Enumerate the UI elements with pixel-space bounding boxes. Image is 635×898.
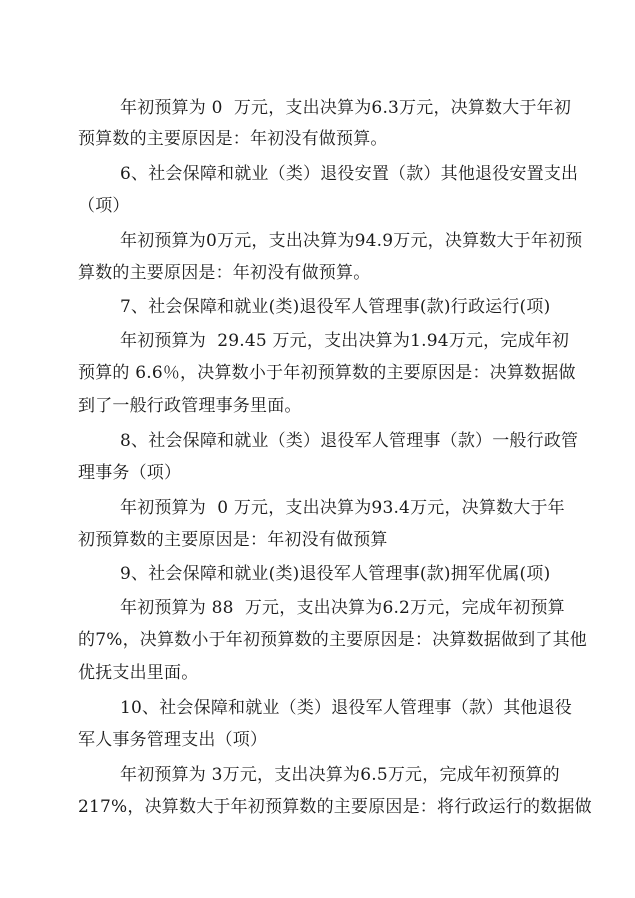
paragraph-line: 算数的主要原因是：年初没有做预算。 (78, 263, 371, 283)
paragraph-line: 预算的 6.6％，决算数小于年初预算数的主要原因是：决算数据做 (78, 363, 576, 383)
section-heading-line: 理事务（项） (78, 463, 182, 483)
paragraph-line: 年初预算为0万元，支出决算为94.9万元，决算数大于年初预 (120, 231, 583, 251)
paragraph-line: 年初预算为 0 万元，支出决算为93.4万元，决算数大于年 (120, 498, 565, 518)
paragraph-line: 年初预算为 29.45 万元，支出决算为1.94万元，完成年初 (120, 331, 570, 351)
section-heading-line: 9、社会保障和就业(类)退役军人管理事(款)拥军优属(项) (120, 564, 551, 584)
paragraph-line: 的7%，决算数小于年初预算数的主要原因是：决算数据做到了其他 (78, 630, 587, 650)
paragraph-line: 年初预算为 3万元，支出决算为6.5万元，完成年初预算的 (120, 765, 560, 785)
paragraph-line: 优抚支出里面。 (78, 663, 199, 683)
paragraph-line: 到了一般行政管理事务里面。 (78, 396, 302, 416)
paragraph-line: 预算数的主要原因是：年初没有做预算。 (78, 129, 388, 149)
paragraph-line: 217%，决算数大于年初预算数的主要原因是：将行政运行的数据做 (78, 797, 592, 817)
section-heading-line: 军人事务管理支出（项） (78, 730, 268, 750)
section-heading-line: 8、社会保障和就业（类）退役军人管理事（款）一般行政管 (120, 431, 579, 451)
paragraph-line: 初预算数的主要原因是：年初没有做预算 (78, 530, 388, 550)
section-heading-line: 7、社会保障和就业(类)退役军人管理事(款)行政运行(项) (120, 297, 551, 317)
section-heading-line: （项） (78, 196, 130, 216)
section-heading-line: 10、社会保障和就业（类）退役军人管理事（款）其他退役 (120, 698, 573, 718)
section-heading-line: 6、社会保障和就业（类）退役安置（款）其他退役安置支出 (120, 164, 579, 184)
paragraph-line: 年初预算为 88 万元，支出决算为6.2万元，完成年初预算 (120, 598, 565, 618)
paragraph-line: 年初预算为 0 万元，支出决算为6.3万元，决算数大于年初 (120, 98, 572, 118)
